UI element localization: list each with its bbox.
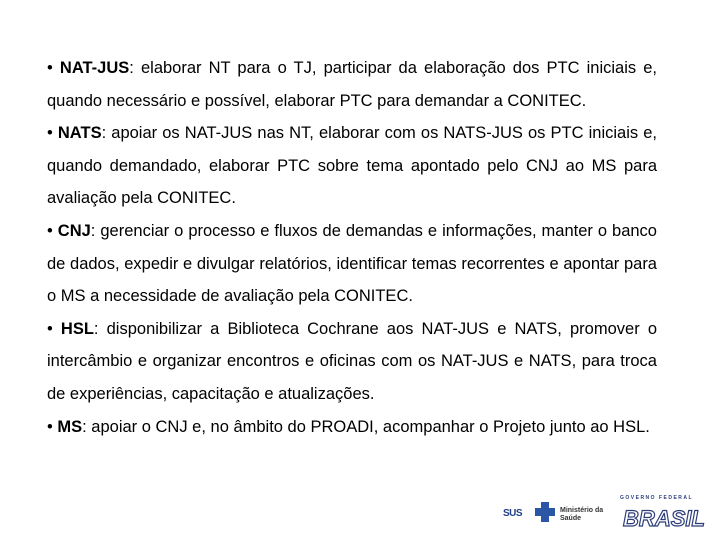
- bullet-label: CNJ: [57, 221, 91, 240]
- bullet-char: •: [47, 319, 53, 338]
- health-cross-icon: [533, 500, 557, 524]
- governo-federal-label: GOVERNO FEDERAL: [620, 495, 694, 501]
- ministerio-line2: Saúde: [560, 515, 582, 522]
- bullet-text: : disponibilizar a Biblioteca Cochrane aos NAT-JUS e NATS, promover o intercâmbio e organizar encontros e oficinas com os NAT-JUS e NATS, para troca de experiências, capacitação e atualizações.: [47, 319, 657, 403]
- ministerio-saude-logo: [560, 507, 603, 523]
- bullet-label: MS: [57, 417, 83, 436]
- brasil-wordmark: BRASIL: [623, 506, 705, 531]
- bullet-label: NAT-JUS: [59, 59, 130, 77]
- bullet-label: NATS: [57, 124, 102, 143]
- bullet-hsl: [47, 313, 657, 411]
- bullet-char: •: [47, 124, 53, 143]
- brasil-logo-icon: [618, 502, 710, 534]
- bullet-text: : gerenciar o processo e fluxos de demandas e informações, manter o banco de dados, expedir e divulgar relatórios, identificar temas recorrentes e apontar para o MS a necessidade de avaliação pela CONITEC.: [47, 221, 657, 306]
- bullet-text: : apoiar os NAT-JUS nas NT, elaborar com os NATS-JUS os PTC iniciais e, quando demandado, elaborar PTC sobre tema apontado pelo CNJ ao MS para avaliação pela CONITEC.: [47, 124, 657, 208]
- governo-federal-logo: [612, 494, 712, 536]
- ministerio-line1: Ministério da: [560, 507, 604, 514]
- slide-body: [47, 52, 657, 443]
- bullet-label: HSL: [60, 319, 94, 338]
- bullet-cnj: [47, 215, 657, 313]
- bullet-nats: [47, 117, 657, 215]
- bullet-char: •: [47, 417, 53, 436]
- bullet-char: •: [47, 221, 53, 240]
- sus-logo: SUS: [503, 508, 523, 519]
- bullet-ms: [47, 411, 657, 444]
- footer-logos: [500, 494, 715, 536]
- bullet-text: : apoiar o CNJ e, no âmbito do PROADI, acompanhar o Projeto junto ao HSL.: [82, 417, 650, 436]
- bullet-text: : elaborar NT para o TJ, participar da elaboração dos PTC iniciais e, quando necessário e possível, elaborar PTC para demandar a CONITEC.: [47, 59, 657, 110]
- bullet-nat-jus: [47, 52, 657, 117]
- bullet-char: •: [47, 59, 53, 77]
